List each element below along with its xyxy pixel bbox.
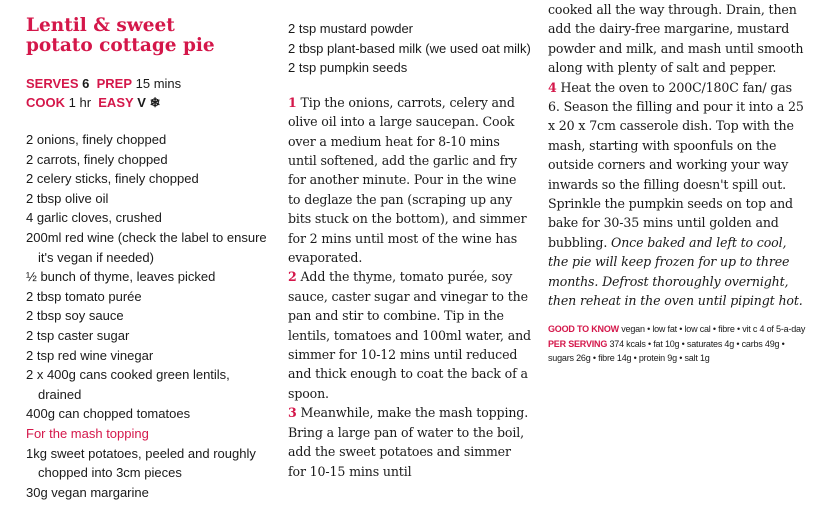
step-text: Meanwhile, make the mash topping. Bring a large pan of water to the boil, add the sweet potatoes and simmer for 10-15 mins until [288, 405, 529, 479]
ingredient-item: 2 celery sticks, finely chopped [26, 171, 199, 187]
ingredient-item: 2 tsp pumpkin seeds [288, 60, 408, 76]
vegan-icon: V [137, 95, 146, 110]
per-serving-label: PER SERVING [548, 339, 608, 349]
step-number: 4 [548, 79, 557, 95]
method-step-3 [288, 403, 532, 481]
method-step-2 [288, 267, 532, 403]
serves-value: 6 [82, 76, 90, 91]
good-to-know [548, 323, 806, 337]
meta-row-1 [26, 74, 272, 93]
method-step-1 [288, 93, 532, 268]
cook-value: 1 hr [68, 95, 92, 110]
ingredient-item: 400g can chopped tomatoes [26, 406, 191, 422]
prep-label: PREP [96, 76, 133, 91]
ingredient-item: 1kg sweet potatoes, peeled and roughly chopped into 3cm pieces [26, 445, 256, 481]
step-text: Heat the oven to 200C/180C fan/ gas 6. Season the filling and pour it into a 25 x 20 x 7cm casserole dish. Top with the mash, starting with spoonfuls on the outside corners and working your way inwards so the filling doesn't spill out. Sprinkle the pumpkin seeds on top and bake for 30-35 mins until golden and bubbling. [548, 79, 804, 250]
per-serving [548, 338, 806, 365]
ingredient-item: 2 carrots, finely chopped [26, 151, 168, 167]
cook-label: COOK [26, 95, 65, 110]
ingredient-item: ½ bunch of thyme, leaves picked [26, 269, 216, 285]
ingredient-item: 2 tsp red wine vinegar [26, 347, 154, 363]
ingredient-item: 2 tbsp tomato purée [26, 288, 142, 304]
ingredient-item: 4 garlic cloves, crushed [26, 210, 162, 226]
per-serving-text: 374 kcals • fat 10g • saturates 4g • carbs 49g • sugars 26g • fibre 14g • protein 9g • salt 1g [548, 339, 785, 363]
ingredient-item: 2 onions, finely chopped [26, 132, 167, 147]
title-line-1: Lentil & sweet [26, 15, 175, 36]
ingredient-item: 30g vegan margarine [26, 484, 149, 500]
meta-row-2 [26, 93, 272, 112]
mash-topping-heading: For the mash topping [26, 425, 149, 441]
ingredient-item: 2 tsp caster sugar [26, 327, 130, 343]
column-left [26, 16, 272, 502]
method-step-4 [548, 78, 806, 311]
step-text: Tip the onions, carrots, celery and olive oil into a large saucepan. Cook over a medium heat for 8-10 mins until softened, add the garlic and fry for another minute. Pour in the wine to deglaze the pan (scraping up any bits stuck on the bottom), and simmer for 2 mins until most of the wine has evaporated. [288, 94, 527, 266]
title-line-2: potato cottage pie [26, 35, 215, 56]
ingredients-list-continued [288, 19, 532, 78]
ingredient-item: 2 tbsp olive oil [26, 190, 109, 206]
ingredients-list [26, 130, 272, 502]
step-number: 1 [288, 94, 297, 110]
step-text: Add the thyme, tomato purée, soy sauce, caster sugar and vinegar to the pan and stir to combine. Tip in the lentils, tomatoes and 100ml water, and simmer for 10-12 mins until reduced and thick enough to coat the back of a spoon. [288, 269, 531, 401]
ingredient-item: 200ml red wine (check the label to ensure it's vegan if needed) [26, 229, 267, 265]
ingredient-item: 2 tsp mustard powder [288, 21, 414, 36]
ingredient-item: 2 x 400g cans cooked green lentils, drained [26, 367, 230, 402]
serves-label: SERVES [26, 76, 79, 91]
method-step-3-continued: cooked all the way through. Drain, then add the dairy-free margarine, mustard powder and milk, and mash until smooth along with plenty of salt and pepper. [548, 2, 804, 76]
prep-value: 15 mins [135, 76, 182, 91]
snowflake-icon: ❄ [149, 95, 161, 110]
recipe-title [26, 16, 272, 56]
easy-label: EASY [98, 95, 134, 110]
column-right [548, 0, 806, 365]
freezing-note: Once baked and left to cool, the pie will keep frozen for up to three months. Defrost thoroughly overnight, then reheat in the oven until pipingt hot. [548, 234, 803, 309]
ingredient-item: 2 tbsp soy sauce [26, 308, 124, 324]
good-to-know-text: vegan • low fat • low cal • fibre • vit c 4 of 5-a-day [621, 323, 806, 334]
column-middle [288, 19, 532, 481]
step-number: 2 [288, 269, 297, 285]
step-number: 3 [288, 405, 297, 421]
ingredient-item: 2 tbsp plant-based milk (we used oat milk) [288, 40, 531, 56]
recipe-meta [26, 74, 272, 112]
good-to-know-label: GOOD TO KNOW [548, 323, 619, 334]
